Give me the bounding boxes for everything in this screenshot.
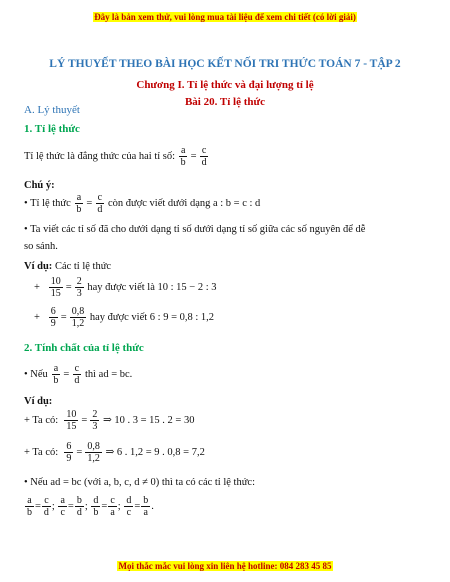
note-2-line-1: • Ta viết các tỉ số đã cho dưới dạng tỉ số dưới dạng tỉ số giữa các số nguyên để dễ [24,224,366,235]
top-banner: Đây là bản xem thử, vui lòng mua tài liệu để xem chi tiết (có lời giải) [94,12,356,22]
note-2-line-2: so sánh. [24,241,58,252]
property-2: • Nếu ad = bc (với a, b, c, d ≠ 0) thì ta có các tỉ lệ thức: [24,477,255,488]
note-heading: Chú ý: [24,180,55,191]
calc-2: + Ta có: $\frac{6}{9}$ = $\frac{0,8}{1,2}$ ⇒ 6 . 1,2 = 9 . 0,8 = 7,2 [24,441,205,464]
note-1: • Tỉ lệ thức $\frac{a}{b}$ = $\frac{c}{d}$ còn được viết dưới dạng a : b = c : d [24,192,261,215]
proportion-list: $\frac{a}{b}$ = $\frac{c}{d}$ ; $\frac{a}{c}$ = $\frac{b}{d}$ ; $\frac{d}{b}$ = $\frac{c}{a}$ ; $\frac{d}{c}$ = $\frac{b}{a}$ . [27,495,154,518]
heading-tinh-chat: 2. Tính chất của tỉ lệ thức [24,342,144,354]
property-line: • Nếu $\frac{a}{b}$ = $\frac{c}{d}$ thì ad = bc. [24,363,133,386]
document-title: LÝ THUYẾT THEO BÀI HỌC KẾT NỐI TRI THỨC TOÁN 7 - TẬP 2 [49,58,401,70]
example-1: + $\frac{10}{15}$ = $\frac{2}{3}$ hay được viết là 10 : 15 − 2 : 3 [34,276,217,299]
example-2-heading: Ví dụ: [24,396,53,407]
definition-line: Tỉ lệ thức là đẳng thức của hai tỉ số: $\frac{a}{b}$ = $\frac{c}{d}$ [24,145,207,168]
fraction-c-d: $\frac{c}{d}$ [201,145,207,168]
heading-ti-le-thuc: 1. Tỉ lệ thức [24,123,80,135]
section-a-heading: A. Lý thuyết [24,104,80,116]
fraction-a-b: $\frac{a}{b}$ [180,145,186,168]
example-intro: Ví dụ: Các tỉ lệ thức [24,261,112,272]
example-2: + $\frac{6}{9}$ = $\frac{0,8}{1,2}$ hay được viết 6 : 9 = 0,8 : 1,2 [34,306,215,329]
bottom-banner: Mọi thắc mắc vui lòng xin liên hệ hotline: 084 283 45 85 [118,561,332,571]
lesson-title: Bài 20. Tỉ lệ thức [184,96,266,108]
chapter-title: Chương I. Tỉ lệ thức và đại lượng tỉ lệ [136,79,314,91]
calc-1: + Ta có: $\frac{10}{15}$ = $\frac{2}{3}$ ⇒ 10 . 3 = 15 . 2 = 30 [24,409,195,432]
